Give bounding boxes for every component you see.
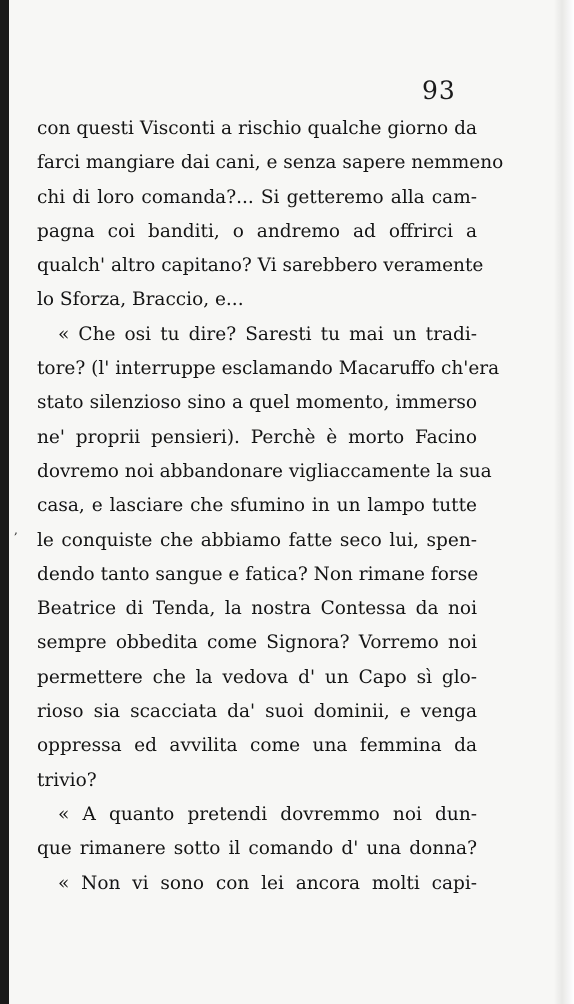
text-line: farci mangiare dai cani, e senza sapere nemmeno: [37, 152, 504, 174]
text-line: qualch' altro capitano? Vi sarebbero veramente: [37, 255, 484, 277]
text-line: stato silenzioso sino a quel momento, immerso: [37, 392, 477, 414]
text-line: rioso sia scacciata da' suoi dominii, e venga: [37, 701, 477, 723]
text-line: « Che osi tu dire? Saresti tu mai un tradi-: [58, 323, 477, 345]
text-line: le conquiste che abbiamo fatte seco lui, spen-: [37, 529, 477, 551]
text-line: permettere che la vedova d' un Capo sì glo-: [37, 666, 477, 688]
text-line: con questi Visconti a rischio qualche giorno da: [37, 118, 477, 139]
margin-mark: ,: [14, 523, 18, 537]
body-text: [37, 112, 504, 901]
text-line: trivio?: [37, 769, 97, 791]
page-number: 93: [422, 76, 456, 105]
text-line: dendo tanto sangue e fatica? Non rimane forse: [37, 563, 479, 585]
text-line: lo Sforza, Braccio, e...: [37, 289, 244, 311]
text-line: ne' proprii pensieri). Perchè è morto Facino: [37, 426, 477, 448]
text-line: sempre obbedita come Signora? Vorremo noi: [37, 632, 477, 654]
text-line: que rimanere sotto il comando d' una donna?: [37, 838, 477, 860]
text-line: tore? (l' interruppe esclamando Macaruffo ch'era: [37, 358, 500, 380]
text-line: « A quanto pretendi dovremmo noi dun-: [58, 803, 477, 825]
text-line: pagna coi banditi, o andremo ad offrirci a: [37, 220, 477, 242]
page-edge: [554, 0, 574, 1004]
text-line: casa, e lasciare che sfumino in un lampo tutte: [37, 495, 477, 517]
text-line: oppressa ed avvilita come una femmina da: [37, 735, 477, 757]
binding-edge: [0, 0, 9, 1004]
text-line: Beatrice di Tenda, la nostra Contessa da noi: [37, 598, 477, 620]
text-line: dovremo noi abbandonare vigliaccamente la sua: [37, 460, 492, 482]
text-line: « Non vi sono con lei ancora molti capi-: [58, 872, 477, 894]
text-line: chi di loro comanda?... Si getteremo alla cam-: [37, 186, 477, 208]
